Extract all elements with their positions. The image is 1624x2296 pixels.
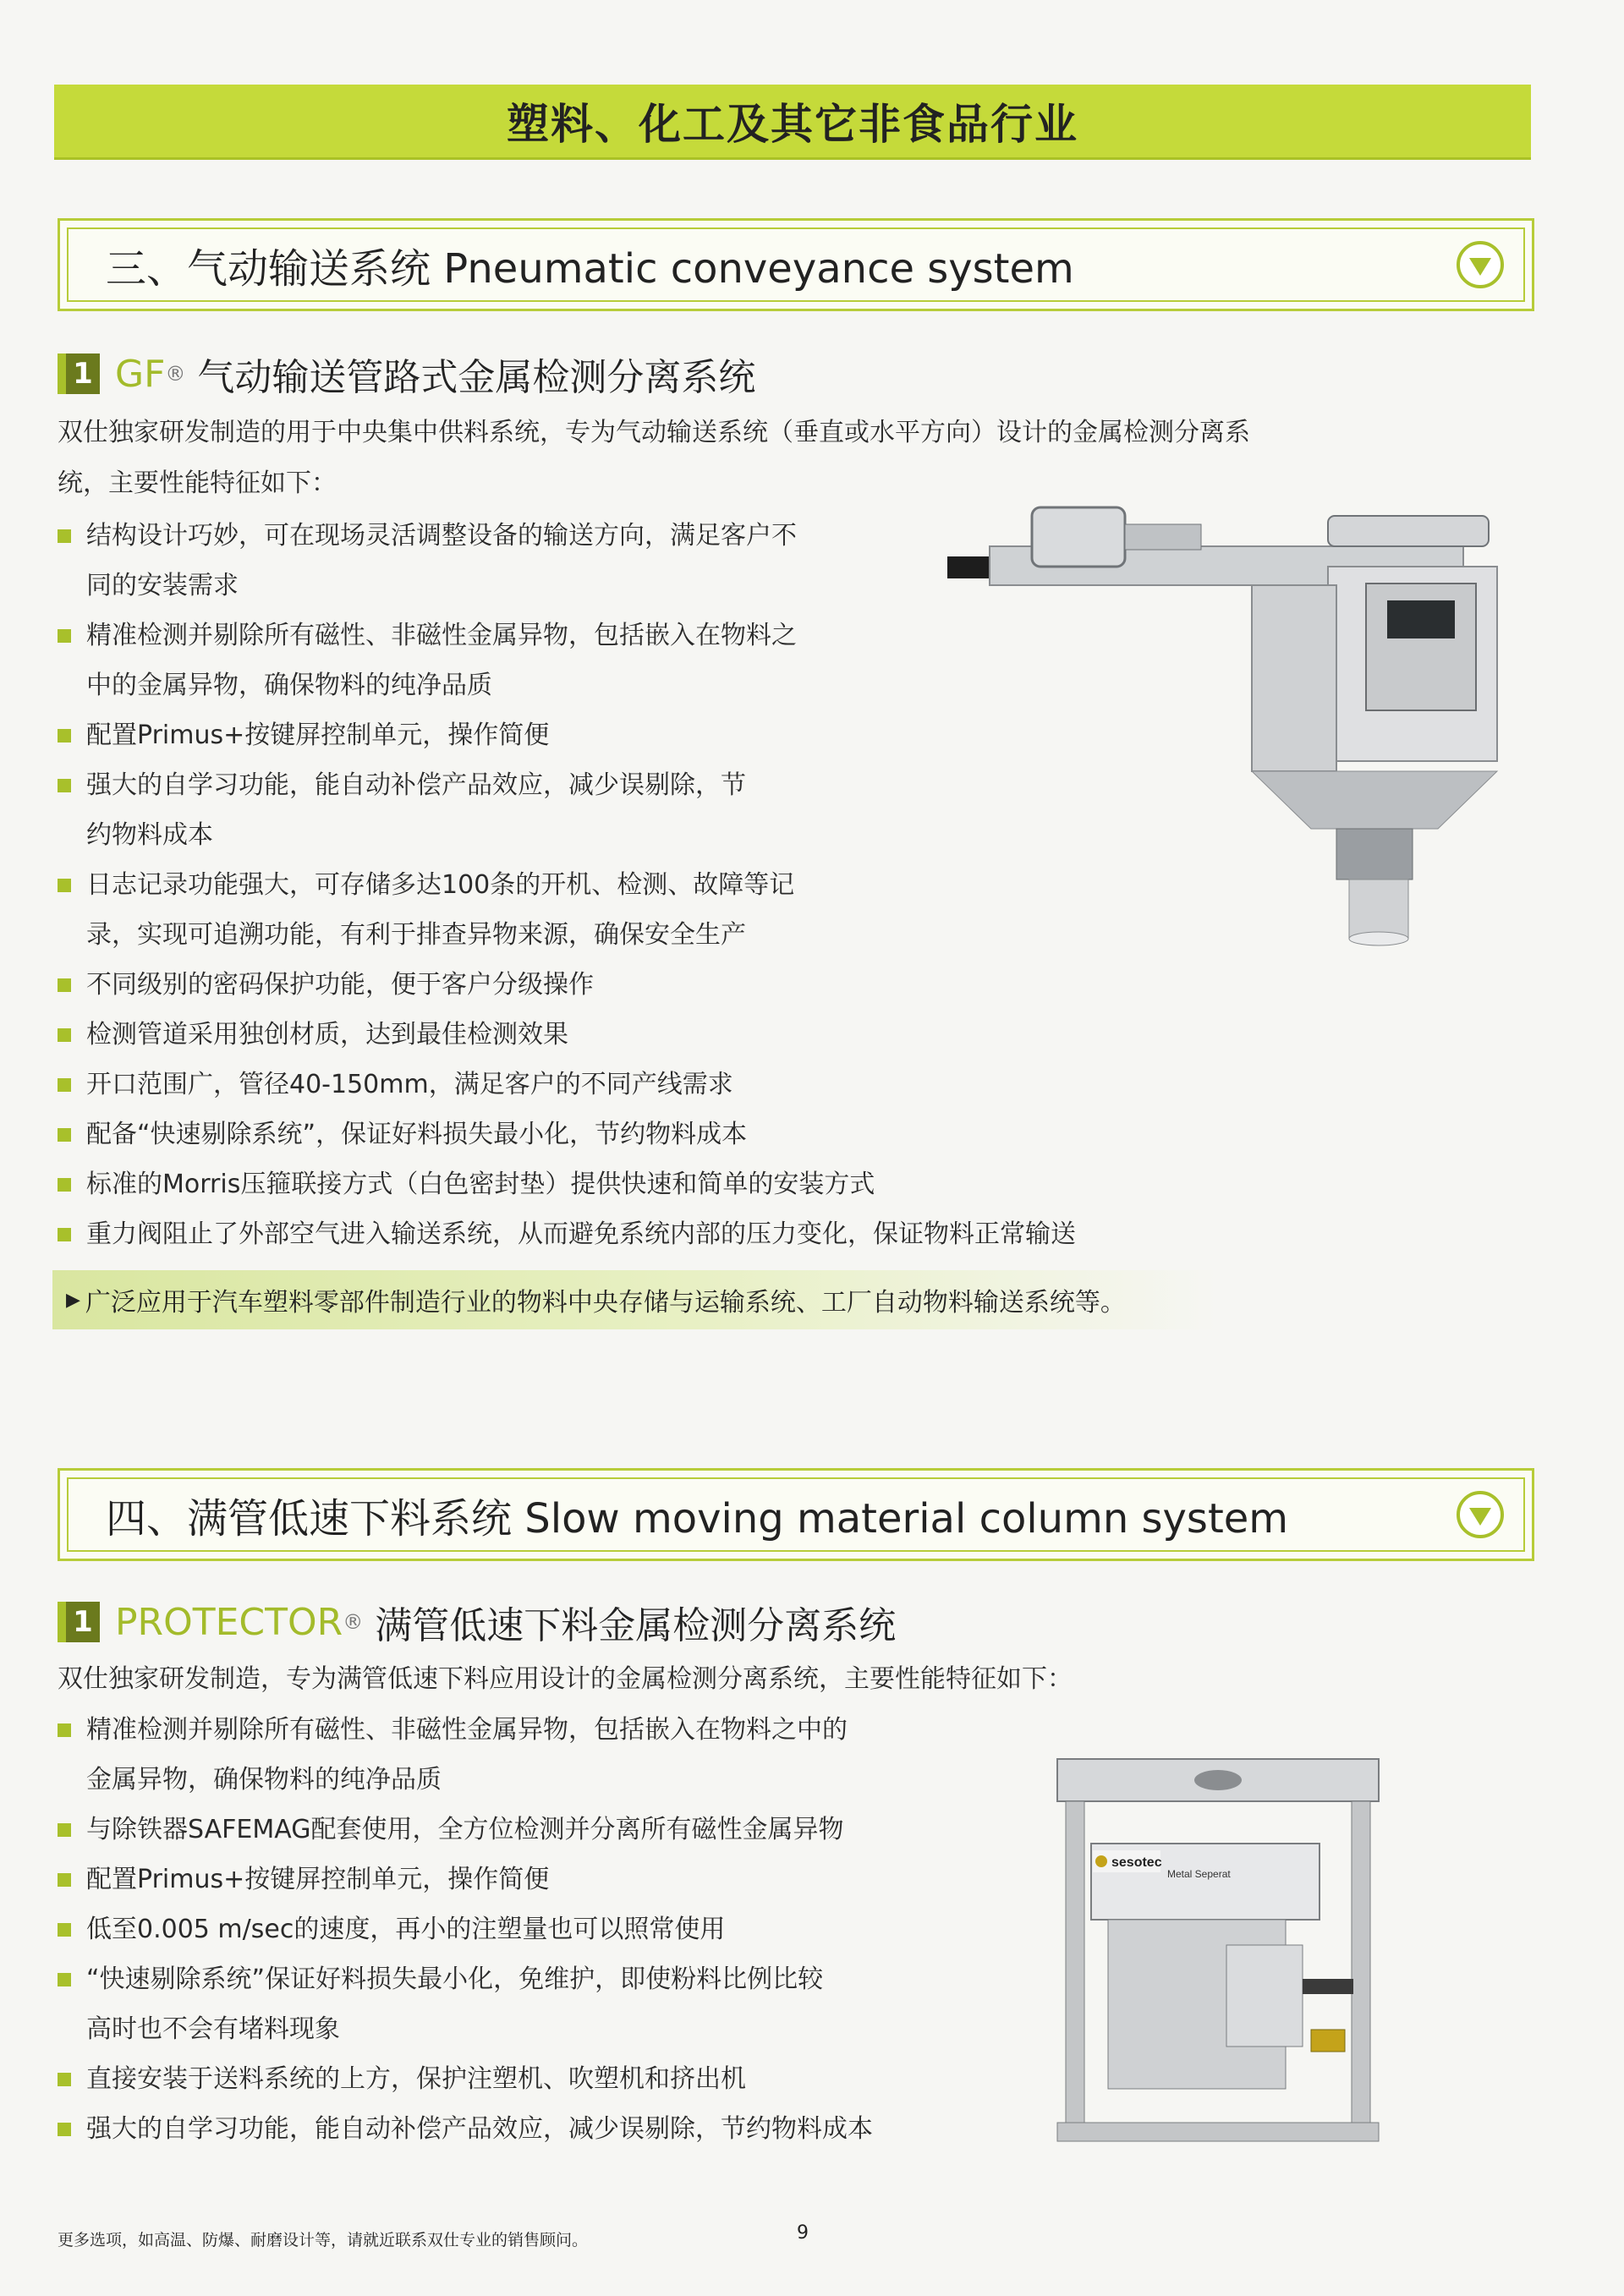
down-triangle-icon[interactable] — [1456, 1490, 1505, 1539]
list-item-continuation: 同的安装需求 — [86, 571, 239, 600]
feature-list-protector — [58, 1705, 1056, 2154]
air-fitting — [1311, 2030, 1345, 2052]
outlet-pipe — [1349, 879, 1408, 939]
list-item: 开口范围广，管径40-150mm，满足客户的不同产线需求 — [58, 1060, 1309, 1110]
list-item-continuation: 金属异物，确保物料的纯净品质 — [86, 1765, 442, 1795]
list-item: 配置Primus+按键屏控制单元，操作简便 — [58, 710, 1309, 760]
section-header-slow-moving — [58, 1468, 1534, 1561]
list-item: 精准检测并剔除所有磁性、非磁性金属异物，包括嵌入在物料之 — [58, 611, 1309, 660]
product-title: 气动输送管路式金属检测分离系统 — [197, 356, 756, 399]
list-item: 强大的自学习功能，能自动补偿产品效应，减少误剔除，节 — [58, 760, 1309, 810]
product-title: 满管低速下料金属检测分离系统 — [375, 1604, 897, 1647]
list-item-continuation: 高时也不会有堵料现象 — [86, 2014, 340, 2044]
list-item: 直接安装于送料系统的上方，保护注塑机、吹塑机和挤出机 — [58, 2054, 1056, 2104]
item-number: 1 — [58, 353, 100, 394]
list-item: “快速剔除系统”保证好料损失最小化，免维护，即使粉料比例比较 — [58, 1954, 1056, 2004]
actuator-housing — [1032, 507, 1125, 567]
air-hose — [1303, 1979, 1353, 1994]
section-header-pneumatic — [58, 218, 1534, 311]
label-text: Metal Seperat — [1167, 1868, 1231, 1880]
vertical-housing — [1252, 585, 1336, 771]
list-item: 结构设计巧妙，可在现场灵活调整设备的输送方向，满足客户不 — [58, 511, 1309, 561]
gf-system-image — [930, 474, 1522, 947]
list-item: 重力阀阻止了外部空气进入输送系统，从而避免系统内部的压力变化，保证物料正常输送 — [58, 1209, 1309, 1259]
page-number: 9 — [797, 2222, 809, 2244]
base-plate — [1057, 2123, 1379, 2141]
pneumatic-cylinder — [1328, 516, 1489, 546]
intro-paragraph: 双仕独家研发制造，专为满管低速下料应用设计的金属检测分离系统，主要性能特征如下： — [58, 1664, 1073, 1694]
banner-title: 塑料、化工及其它非食品行业 — [507, 100, 1078, 149]
list-item: 标准的Morris压箍联接方式（白色密封垫）提供快速和简单的安装方式 — [58, 1159, 1309, 1209]
list-item: 日志记录功能强大，可存储多达100条的开机、检测、故障等记 — [58, 860, 1309, 910]
brand-name: GF — [115, 352, 166, 396]
list-item: 不同级别的密码保护功能，便于客户分级操作 — [58, 960, 1309, 1010]
right-triangle-icon: ▶ — [66, 1289, 80, 1311]
frame-post-left — [1066, 1801, 1084, 2131]
product-subheading-protector — [58, 1595, 896, 1649]
footer-note: 更多选项，如高温、防爆、耐磨设计等，请就近联系双仕专业的销售顾问。 — [58, 2231, 589, 2249]
page-banner — [54, 85, 1531, 160]
list-item: 与除铁器SAFEMAG配套使用，全方位检测并分离所有磁性金属异物 — [58, 1805, 1056, 1855]
brand-name: PROTECTOR — [115, 1600, 343, 1644]
connector — [1125, 524, 1201, 550]
list-item: 低至0.005 m/sec的速度，再小的注塑量也可以照常使用 — [58, 1904, 1056, 1954]
product-subheading-gf — [58, 347, 755, 401]
registered-mark: ® — [343, 1610, 364, 1634]
application-note — [52, 1270, 1216, 1329]
funnel — [1252, 771, 1497, 829]
list-item: 强大的自学习功能，能自动补偿产品效应，减少误剔除，节约物料成本 — [58, 2104, 1056, 2154]
application-text: 广泛应用于汽车塑料零部件制造行业的物料中央存储与运输系统、工厂自动物料输送系统等。 — [85, 1288, 1126, 1318]
list-item: 精准检测并剔除所有磁性、非磁性金属异物，包括嵌入在物料之中的 — [58, 1705, 1056, 1755]
outlet-opening — [1349, 932, 1408, 945]
down-triangle-icon[interactable] — [1456, 240, 1505, 289]
list-item: 检测管道采用独创材质，达到最佳检测效果 — [58, 1010, 1309, 1060]
list-item-continuation: 录，实现可追溯功能，有利于排查异物来源，确保安全生产 — [86, 920, 746, 950]
control-display — [1387, 600, 1455, 638]
list-item: 配置Primus+按键屏控制单元，操作简便 — [58, 1855, 1056, 1904]
section-title: 四、满管低速下料系统 Slow moving material column system — [106, 1494, 1289, 1543]
label-brand: sesotec — [1111, 1855, 1162, 1870]
valve-block — [1226, 1945, 1303, 2047]
protector-system-image — [1049, 1751, 1387, 2148]
registered-mark: ® — [165, 362, 186, 386]
list-item: 配备“快速剔除系统”，保证好料损失最小化，节约物料成本 — [58, 1110, 1309, 1159]
list-item-continuation: 约物料成本 — [86, 820, 213, 850]
section-title: 三、气动输送系统 Pneumatic conveyance system — [106, 244, 1074, 293]
frame-post-right — [1352, 1801, 1370, 2131]
intro-paragraph: 双仕独家研发制造的用于中央集中供料系统，专为气动输送系统（垂直或水平方向）设计的金属检测分离系 统，主要性能特征如下： — [58, 418, 1250, 498]
sesotec-logo-icon — [1095, 1855, 1107, 1867]
item-number: 1 — [58, 1602, 100, 1642]
list-item-continuation: 中的金属异物，确保物料的纯净品质 — [86, 671, 492, 700]
inlet-hole — [1194, 1770, 1242, 1790]
clamp — [1336, 829, 1413, 879]
